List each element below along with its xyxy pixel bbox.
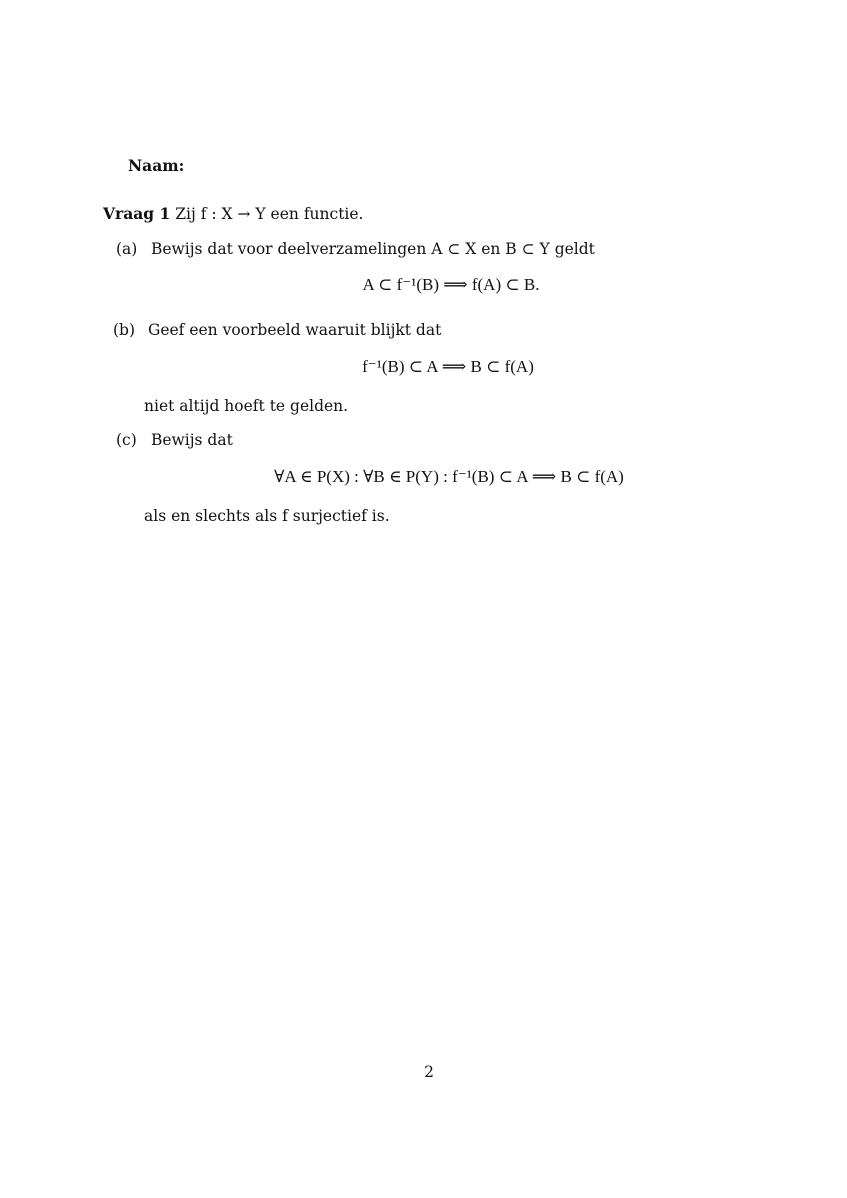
part-c [116, 431, 233, 449]
part-b-after: niet altijd hoeft te gelden. [144, 397, 349, 415]
question-label: Vraag 1 [103, 204, 171, 223]
question-intro: Zij f : X → Y een functie. [175, 205, 364, 223]
part-c-label: (c) [116, 431, 137, 449]
question-heading [103, 204, 363, 223]
part-a-formula: A ⊂ f⁻¹(B) ⟹ f(A) ⊂ B. [362, 275, 540, 294]
part-a-label: (a) [116, 240, 138, 258]
part-c-formula: ∀A ∈ P(X) : ∀B ∈ P(Y) : f⁻¹(B) ⊂ A ⟹ B ⊂ f(A) [274, 467, 624, 486]
page-number: 2 [424, 1063, 434, 1081]
part-b-label: (b) [113, 321, 136, 339]
part-c-after: als en slechts als f surjectief is. [144, 507, 390, 525]
part-b [113, 321, 441, 339]
name-label: Naam: [128, 156, 185, 175]
part-a-text: Bewijs dat voor deelverzamelingen A ⊂ X en B ⊂ Y geldt [150, 240, 595, 258]
part-a [116, 240, 595, 258]
part-b-formula: f⁻¹(B) ⊂ A ⟹ B ⊂ f(A) [362, 357, 534, 376]
part-c-text: Bewijs dat [150, 431, 233, 449]
part-b-text: Geef een voorbeeld waaruit blijkt dat [147, 321, 442, 339]
